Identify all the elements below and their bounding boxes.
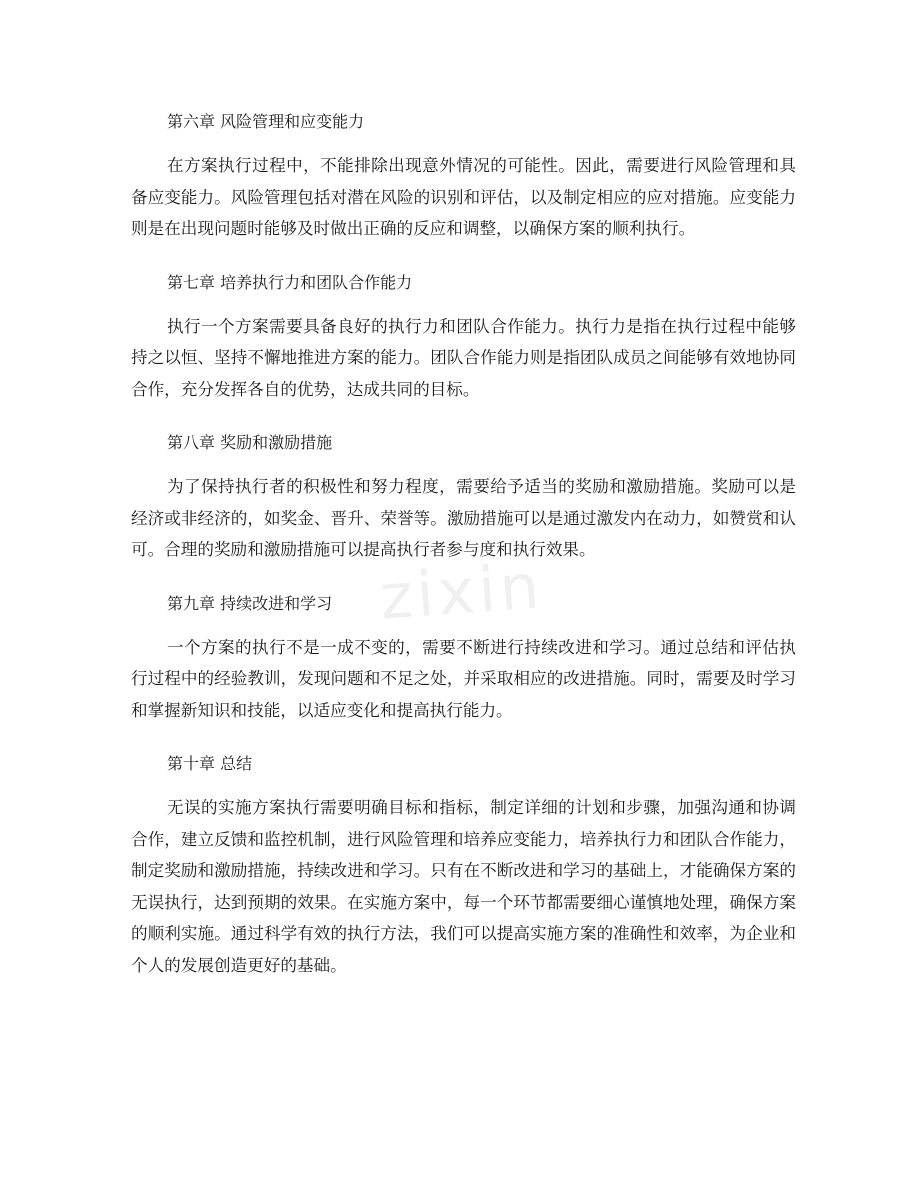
chapter-7-heading: 第七章 培养执行力和团队合作能力 bbox=[167, 272, 413, 292]
chapter-8-heading: 第八章 奖励和激励措施 bbox=[167, 433, 333, 452]
chapter-8-paragraph: 为了保持执行者的积极性和努力程度，需要给予适当的奖励和激励措施。奖励可以是经济或非经济的，如奖金、晋升、荣誉等。激励措施可以是通过激发内在动力，如赞赏和认可。合理的奖励和激励措施可以提高执行者参与度和执行效果。 bbox=[131, 477, 796, 559]
chapter-6-paragraph: 在方案执行过程中，不能排除出现意外情况的可能性。因此，需要进行风险管理和具备应变能力。风险管理包括对潜在风险的识别和评估，以及制定相应的应对措施。应变能力则是在出现问题时能够及时做出正确的反应和调整，以确保方案的顺利执行。 bbox=[131, 156, 796, 238]
chapter-10-heading: 第十章 总结 bbox=[167, 754, 253, 773]
watermark: zixin bbox=[377, 549, 546, 634]
chapter-7-paragraph: 执行一个方案需要具备良好的执行力和团队合作能力。执行力是指在执行过程中能够持之以恒、坚持不懈地推进方案的能力。团队合作能力则是指团队成员之间能够有效地协同合作，充分发挥各自的优势，达成共同的目标。 bbox=[131, 316, 796, 399]
chapter-9-heading: 第九章 持续改进和学习 bbox=[167, 593, 333, 613]
chapter-9-paragraph: 一个方案的执行不是一成不变的，需要不断进行持续改进和学习。通过总结和评估执行过程中的经验教训，发现问题和不足之处，并采取相应的改进措施。同时，需要及时学习和掌握新知识和技能，以适应变化和提高执行能力。 bbox=[131, 637, 796, 720]
document-body bbox=[131, 104, 796, 1001]
chapter-10-paragraph: 无误的实施方案执行需要明确目标和指标，制定详细的计划和步骤，加强沟通和协调合作，建立反馈和监控机制，进行风险管理和培养应变能力，培养执行力和团队合作能力，制定奖励和激励措施，持续改进和学习。只有在不断改进和学习的基础上，才能确保方案的无误执行，达到预期的效果。在实施方案中，每一个环节都需要细心谨慎地处理，确保方案的顺利实施。通过科学有效的执行方法，我们可以提高实施方案的准确性和效率，为企业和个人的发展创造更好的基础。 bbox=[131, 798, 796, 975]
chapter-6-heading: 第六章 风险管理和应变能力 bbox=[167, 112, 365, 131]
